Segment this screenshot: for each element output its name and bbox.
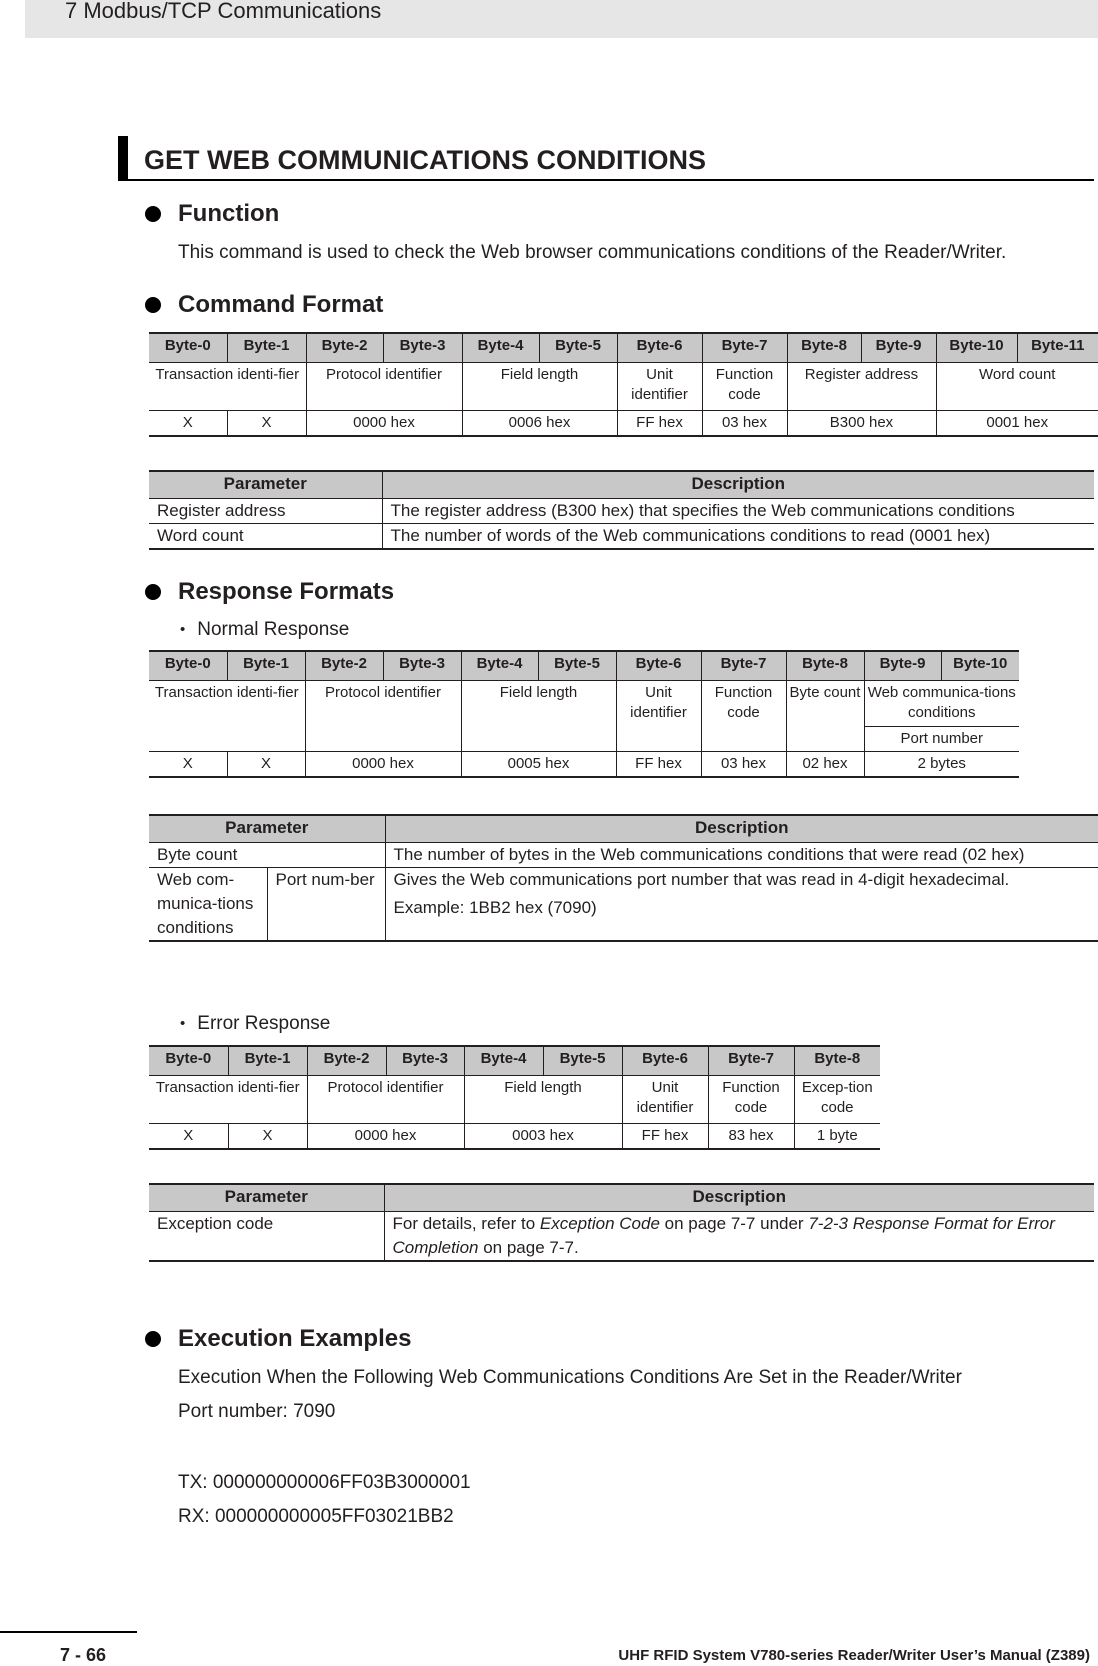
byte-label: Byte-3 <box>383 333 462 363</box>
value-cell: 0005 hex <box>461 752 616 778</box>
function-heading: Function <box>145 200 279 228</box>
value-cell: 0001 hex <box>936 411 1098 437</box>
param-name: Register address <box>149 499 382 524</box>
param-header-row <box>149 815 1098 843</box>
byte-label: Byte-5 <box>538 651 616 681</box>
value-cell: 0000 hex <box>307 1124 464 1150</box>
normal-param-table <box>149 814 1098 942</box>
normal-response-table <box>149 650 1019 778</box>
field-cell: Web communica-tions conditions <box>864 681 1019 727</box>
byte-label: Byte-8 <box>794 1046 880 1076</box>
value-cell: 0000 hex <box>305 752 461 778</box>
field-cell: Function code <box>702 363 787 411</box>
byte-label: Byte-0 <box>149 333 227 363</box>
manual-title: UHF RFID System V780-series Reader/Writer User’s Manual (Z389) <box>618 1647 1090 1664</box>
function-text: This command is used to check the Web browser communications conditions of the Reader/Writer. <box>178 242 1007 263</box>
chapter-title: 7 Modbus/TCP Communications <box>65 0 382 23</box>
response-formats-heading: Response Formats <box>145 578 394 606</box>
desc-mid: on page 7-7 under <box>659 1214 809 1233</box>
byte-label: Byte-3 <box>386 1046 464 1076</box>
value-row <box>149 1124 880 1150</box>
value-cell: 1 byte <box>794 1124 880 1150</box>
field-cell: Byte count <box>786 681 864 752</box>
byte-label: Byte-2 <box>305 651 383 681</box>
value-cell: X <box>227 411 306 437</box>
param-desc-example: Example: 1BB2 hex (7090) <box>393 898 597 917</box>
param-desc <box>384 1212 1094 1262</box>
field-cell: Field length <box>461 681 616 752</box>
param-header: Parameter <box>149 471 382 499</box>
byte-label: Byte-0 <box>149 651 227 681</box>
rx-line: RX: 000000000005FF03021BB2 <box>178 1506 454 1527</box>
field-cell: Protocol identifier <box>305 681 461 752</box>
param-row <box>149 868 1098 942</box>
field-cell: Unit identifier <box>622 1076 708 1124</box>
value-row <box>149 752 1019 778</box>
command-format-heading: Command Format <box>145 291 383 319</box>
value-cell: 03 hex <box>702 411 787 437</box>
field-cell: Port number <box>864 727 1019 752</box>
field-cell: Unit identifier <box>616 681 701 752</box>
value-cell: FF hex <box>617 411 702 437</box>
execution-line1: Execution When the Following Web Communications Conditions Are Set in the Reader/Writer <box>178 1367 962 1388</box>
error-param-table <box>149 1183 1094 1262</box>
byte-label: Byte-9 <box>861 333 936 363</box>
param-desc-text: Gives the Web communications port number that was read in 4-digit hexadecimal. <box>393 870 1010 889</box>
byte-label: Byte-5 <box>539 333 617 363</box>
desc-header: Description <box>382 471 1094 499</box>
param-name: Word count <box>149 524 382 550</box>
field-cell: Protocol identifier <box>307 1076 464 1124</box>
execution-line2: Port number: 7090 <box>178 1401 336 1422</box>
value-cell: X <box>227 752 305 778</box>
byte-label: Byte-4 <box>462 333 539 363</box>
field-cell: Transaction identi-fier <box>149 1076 307 1124</box>
field-cell: Word count <box>936 363 1098 411</box>
param-row <box>149 843 1098 868</box>
value-row <box>149 411 1098 437</box>
byte-label: Byte-11 <box>1017 333 1098 363</box>
footer-rule <box>0 1631 137 1633</box>
field-cell: Field length <box>464 1076 622 1124</box>
field-cell: Protocol identifier <box>306 363 462 411</box>
value-cell: FF hex <box>622 1124 708 1150</box>
command-param-table <box>149 470 1094 550</box>
byte-label: Byte-6 <box>622 1046 708 1076</box>
param-header-row <box>149 471 1094 499</box>
response-format-ref: 7-2-3 Response Format for Error Completion <box>392 1214 1055 1257</box>
byte-label: Byte-1 <box>227 333 306 363</box>
field-cell: Unit identifier <box>617 363 702 411</box>
param-desc: The number of bytes in the Web communications conditions that were read (02 hex) <box>385 843 1098 868</box>
value-cell: X <box>149 752 227 778</box>
value-cell: X <box>228 1124 307 1150</box>
byte-label: Byte-6 <box>617 333 702 363</box>
byte-label: Byte-0 <box>149 1046 228 1076</box>
field-row <box>149 1076 880 1124</box>
value-cell: 0003 hex <box>464 1124 622 1150</box>
field-cell: Function code <box>701 681 786 752</box>
value-cell: 2 bytes <box>864 752 1019 778</box>
param-row <box>149 1212 1094 1262</box>
byte-label: Byte-9 <box>864 651 941 681</box>
param-row <box>149 524 1094 550</box>
byte-label: Byte-7 <box>708 1046 794 1076</box>
chapter-header-bar <box>25 0 1098 38</box>
byte-label: Byte-5 <box>543 1046 622 1076</box>
value-cell: X <box>149 1124 228 1150</box>
value-cell: 83 hex <box>708 1124 794 1150</box>
desc-header: Description <box>385 815 1098 843</box>
byte-label: Byte-2 <box>307 1046 386 1076</box>
desc-pre: For details, refer to <box>392 1214 540 1233</box>
page-number: 7 - 66 <box>60 1645 107 1665</box>
execution-examples-heading: Execution Examples <box>145 1325 411 1353</box>
param-row <box>149 499 1094 524</box>
field-cell: Register address <box>787 363 936 411</box>
field-cell: Function code <box>708 1076 794 1124</box>
byte-label: Byte-10 <box>936 333 1017 363</box>
param-header: Parameter <box>149 1184 384 1212</box>
command-format-table <box>149 332 1098 437</box>
value-cell: B300 hex <box>787 411 936 437</box>
byte-label: Byte-4 <box>464 1046 543 1076</box>
param-name: Web com-munica-tions conditions <box>149 868 267 942</box>
byte-label: Byte-4 <box>461 651 538 681</box>
field-cell: Transaction identi-fier <box>149 363 306 411</box>
byte-label: Byte-1 <box>228 1046 307 1076</box>
param-desc <box>385 868 1098 942</box>
byte-header-row <box>149 1046 880 1076</box>
value-cell: 03 hex <box>701 752 786 778</box>
error-response-table <box>149 1045 880 1150</box>
desc-post: on page 7-7. <box>478 1238 579 1257</box>
byte-label: Byte-3 <box>383 651 461 681</box>
byte-label: Byte-1 <box>227 651 305 681</box>
param-header: Parameter <box>149 815 385 843</box>
normal-response-label: • Normal Response <box>180 619 349 642</box>
section-title <box>118 136 1094 181</box>
section-title-text: GET WEB COMMUNICATIONS CONDITIONS <box>144 145 706 175</box>
value-cell: 02 hex <box>786 752 864 778</box>
byte-header-row <box>149 651 1019 681</box>
byte-label: Byte-2 <box>306 333 383 363</box>
byte-label: Byte-6 <box>616 651 701 681</box>
param-name: Byte count <box>149 843 385 868</box>
field-cell: Excep-tion code <box>794 1076 880 1124</box>
value-cell: FF hex <box>616 752 701 778</box>
desc-header: Description <box>384 1184 1094 1212</box>
byte-header-row <box>149 333 1098 363</box>
value-cell: X <box>149 411 227 437</box>
field-cell: Field length <box>462 363 617 411</box>
param-header-row <box>149 1184 1094 1212</box>
value-cell: 0006 hex <box>462 411 617 437</box>
field-row <box>149 681 1019 727</box>
exception-code-ref: Exception Code <box>539 1214 660 1233</box>
field-row <box>149 363 1098 411</box>
param-desc: The register address (B300 hex) that specifies the Web communications conditions <box>382 499 1094 524</box>
param-name: Exception code <box>149 1212 384 1262</box>
param-desc: The number of words of the Web communications conditions to read (0001 hex) <box>382 524 1094 550</box>
param-subname: Port num-ber <box>267 868 385 942</box>
byte-label: Byte-7 <box>702 333 787 363</box>
tx-line: TX: 000000000006FF03B3000001 <box>178 1472 471 1493</box>
value-cell: 0000 hex <box>306 411 462 437</box>
error-response-label: • Error Response <box>180 1013 330 1036</box>
byte-label: Byte-7 <box>701 651 786 681</box>
byte-label: Byte-8 <box>787 333 861 363</box>
field-cell: Transaction identi-fier <box>149 681 305 752</box>
byte-label: Byte-8 <box>786 651 864 681</box>
byte-label: Byte-10 <box>941 651 1019 681</box>
